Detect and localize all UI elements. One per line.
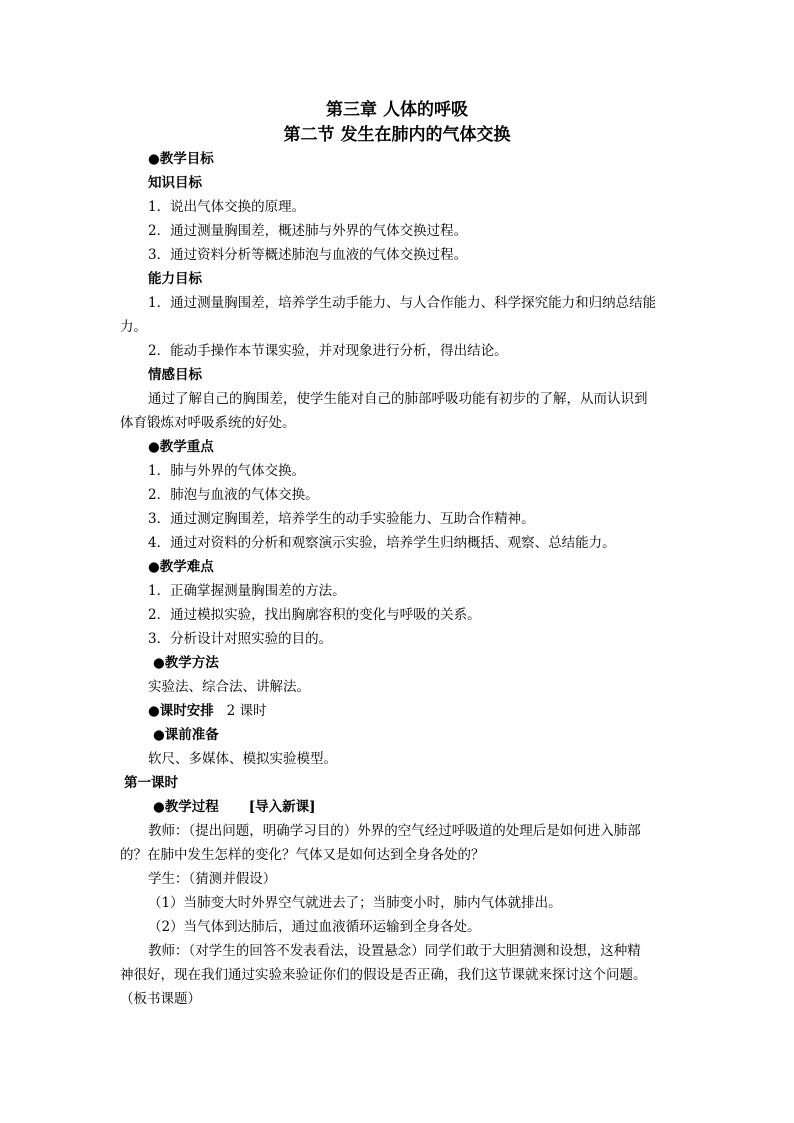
ability-goal-item-1-line-1: 1．通过测量胸围差，培养学生动手能力、与人合作能力、科学探究能力和归纳总结能: [148, 295, 657, 311]
key-point-item: 3．通过测定胸围差，培养学生的动手实验能力、互助合作精神。: [148, 511, 535, 527]
teacher-reply-line-1: 教师：（对学生的回答不发表看法，设置悬念）同学们敢于大胆猜测和设想，这种精: [148, 943, 641, 959]
key-points-heading: ●教学重点: [148, 439, 214, 455]
student-response: 学生：（猜测并假设）: [148, 871, 277, 887]
emotion-goal-line-1: 通过了解自己的胸围差，使学生能对自己的肺部呼吸功能有初步的了解，从而认识到: [148, 391, 648, 407]
emotion-goals-heading: 情感目标: [148, 367, 202, 383]
teacher-reply-line-2: 神很好，现在我们通过实验来验证你们的假设是否正确，我们这节课就来探讨这个问题。: [120, 967, 647, 983]
first-lesson-heading: 第一课时: [124, 775, 178, 791]
guess-1: （1）当肺变大时外界空气就进去了；当肺变小时，肺内气体就排出。: [148, 895, 562, 911]
key-point-item: 2．肺泡与血液的气体交换。: [148, 487, 319, 503]
teacher-reply-line-3: （板书课题）: [120, 991, 201, 1007]
knowledge-goal-item: 3．通过资料分析等概述肺泡与血液的气体交换过程。: [148, 247, 468, 263]
process-row: [153, 798, 713, 816]
chapter-title: 第三章 人体的呼吸: [326, 100, 468, 120]
knowledge-goal-item: 2．通过测量胸围差，概述肺与外界的气体交换过程。: [148, 223, 468, 239]
methods-text: 实验法、综合法、讲解法。: [148, 679, 310, 695]
key-point-item: 1．肺与外界的气体交换。: [148, 463, 306, 479]
difficulty-item: 1．正确掌握测量胸围差的方法。: [148, 583, 346, 599]
ability-goal-item-1-line-2: 力。: [120, 319, 147, 335]
teacher-question-line-2: 的？在肺中发生怎样的变化？气体又是如何达到全身各处的？: [120, 847, 485, 863]
schedule-heading: ●课时安排: [148, 703, 214, 719]
emotion-goal-line-2: 体育锻炼对呼吸系统的好处。: [120, 415, 296, 431]
methods-heading: ●教学方法: [153, 655, 219, 671]
schedule-row: [148, 702, 708, 720]
preparation-text: 软尺、多媒体、模拟实验模型。: [148, 751, 337, 767]
teacher-question-line-1: 教师：（提出问题，明确学习目的）外界的空气经过呼吸道的处理后是如何进入肺部: [148, 823, 641, 839]
guess-2: （2）当气体到达肺后，通过血液循环运输到全身各处。: [148, 919, 481, 935]
knowledge-goals-heading: 知识目标: [148, 175, 202, 191]
difficulties-heading: ●教学难点: [148, 559, 214, 575]
intro-label: [导入新课]: [248, 799, 316, 815]
knowledge-goal-item: 1．说出气体交换的原理。: [148, 199, 306, 215]
title-block: [0, 98, 794, 147]
section-title: 第二节 发生在肺内的气体交换: [283, 125, 511, 145]
ability-goals-heading: 能力目标: [148, 271, 202, 287]
difficulty-item: 3．分析设计对照实验的目的。: [148, 631, 333, 647]
key-point-item: 4．通过对资料的分析和观察演示实验，培养学生归纳概括、观察、总结能力。: [148, 535, 616, 551]
teaching-goals-heading: ●教学目标: [148, 151, 214, 167]
schedule-value: 2 课时: [226, 703, 267, 719]
preparation-heading: ●课前准备: [153, 727, 219, 743]
process-heading: ●教学过程: [153, 799, 219, 815]
difficulty-item: 2．通过模拟实验，找出胸廓容积的变化与呼吸的关系。: [148, 607, 481, 623]
ability-goal-item-2: 2．能动手操作本节课实验，并对现象进行分析，得出结论。: [148, 343, 508, 359]
